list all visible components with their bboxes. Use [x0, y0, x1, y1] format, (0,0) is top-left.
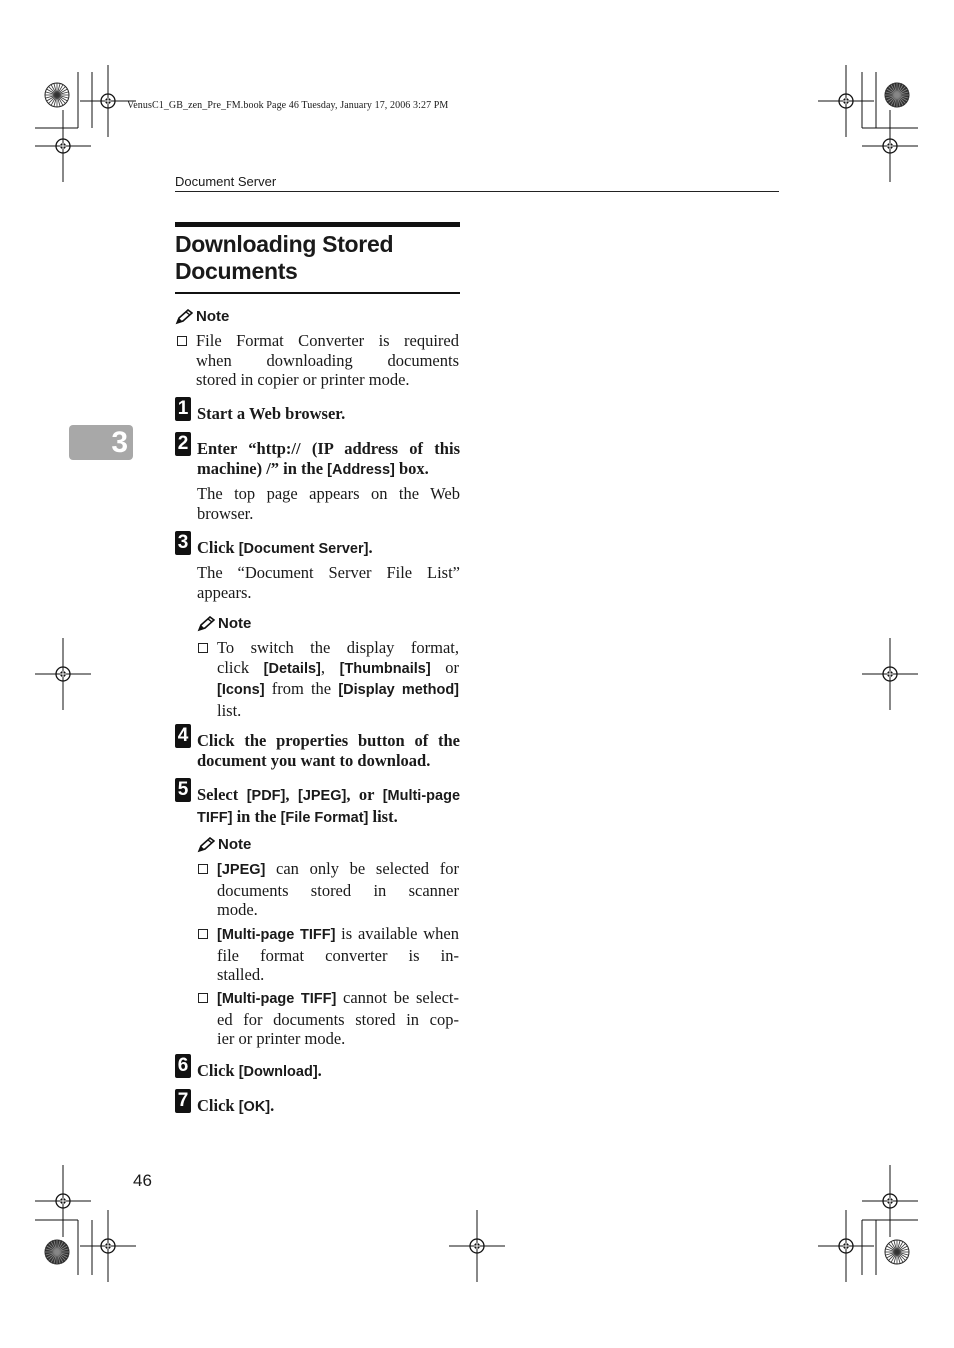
text-span: box.: [394, 458, 429, 478]
registration-mark: [35, 110, 91, 182]
text-line: [217, 679, 459, 701]
ui-label: [Display method]: [338, 682, 460, 698]
ui-label: [Thumbnails]: [339, 660, 431, 677]
registration-mark: [862, 110, 918, 182]
text-span: can only be selected for: [265, 859, 459, 878]
step-number-badge: 2: [175, 432, 191, 456]
step-number-badge: 4: [175, 724, 191, 748]
ui-label: [Icons]: [217, 682, 265, 698]
text-span: ,: [320, 657, 340, 677]
text-span: .: [368, 538, 373, 557]
registration-mark: [35, 1165, 91, 1237]
note-item: [198, 638, 460, 720]
registration-mark: [818, 65, 874, 137]
ui-label: TIFF]: [197, 809, 233, 826]
ui-label: [Multi-page TIFF]: [217, 927, 336, 943]
step-number-badge: 3: [175, 531, 191, 555]
step-6-text: [197, 1061, 460, 1083]
text-line: appears.: [197, 582, 252, 602]
checkbox-bullet-icon: [198, 993, 208, 1003]
step-number-badge: 7: [175, 1089, 191, 1113]
note-item: [198, 859, 460, 920]
registration-mark: [449, 1210, 505, 1282]
text-line: ier or printer mode.: [217, 1029, 346, 1048]
text-line: [217, 658, 459, 680]
text-span: ,: [285, 785, 298, 804]
step-5-text: [197, 785, 460, 828]
ui-label: [File Format]: [280, 809, 369, 826]
step-4-text: [197, 731, 460, 770]
text-line: [197, 459, 460, 481]
text-line: file format converter is in-: [217, 945, 459, 965]
text-span: .: [270, 1096, 275, 1115]
title-bar: [175, 222, 460, 227]
step-3-text: [197, 538, 460, 560]
ui-label: [JPEG]: [217, 862, 266, 878]
registration-mark: [35, 638, 91, 710]
text-span: from the: [264, 679, 339, 698]
text-span: .: [317, 1061, 322, 1080]
print-info-line: VenusC1_GB_zen_Pre_FM.book Page 46 Tuesday, January 17, 2006 3:27 PM: [127, 100, 449, 111]
text-line: [197, 785, 460, 807]
step-number-badge: 5: [175, 778, 191, 802]
text-line: document you want to download.: [197, 750, 431, 770]
text-line: To switch the display format,: [217, 638, 459, 657]
note-heading: [197, 615, 251, 632]
note-label: Note: [196, 308, 230, 325]
note-item: [198, 988, 460, 1049]
step-number-badge: 6: [175, 1054, 191, 1078]
text-span: Click: [197, 538, 239, 557]
note-label: Note: [218, 836, 252, 853]
text-line: mode.: [217, 900, 258, 919]
ui-label: [JPEG]: [297, 788, 347, 804]
checkbox-bullet-icon: [198, 929, 208, 939]
step-2-text: [197, 439, 460, 480]
ui-label: [Details]: [263, 660, 321, 677]
running-head: Document Server: [175, 174, 277, 189]
text-line: documents stored in scanner: [217, 880, 459, 900]
checkbox-bullet-icon: [177, 336, 187, 346]
text-line: [217, 924, 459, 946]
text-line: [197, 807, 460, 829]
text-span: , or: [346, 785, 383, 804]
text-line: list.: [217, 700, 242, 720]
registration-mark: [80, 1210, 136, 1282]
text-line: The “Document Server File List”: [197, 563, 460, 582]
text-line: [217, 988, 459, 1010]
title-line: Documents: [175, 258, 298, 284]
ui-label: [Multi-page: [382, 788, 461, 804]
checkbox-bullet-icon: [198, 864, 208, 874]
page-number: 46: [133, 1171, 152, 1190]
text-span: Select: [197, 785, 247, 804]
note-label: Note: [218, 615, 252, 632]
note-item: [177, 331, 460, 390]
step-3-result: [197, 563, 460, 602]
ui-label: [OK]: [238, 1099, 271, 1115]
title-line: Downloading Stored: [175, 231, 394, 257]
text-span: machine) /” in the: [197, 458, 328, 478]
color-target: [45, 83, 69, 107]
text-span: list.: [368, 806, 398, 826]
registration-mark: [862, 1165, 918, 1237]
color-target: [885, 83, 909, 107]
registration-mark: [818, 1210, 874, 1282]
header-rule: [175, 191, 779, 192]
ui-label: [Document Server]: [238, 541, 369, 557]
step-7-text: [197, 1096, 460, 1118]
text-span: Click: [197, 1096, 239, 1115]
note-heading: [197, 836, 251, 853]
text-span: is available when: [335, 924, 459, 943]
text-line: browser.: [197, 503, 254, 523]
text-span: in the: [232, 806, 281, 826]
text-line: stalled.: [217, 965, 265, 984]
step-1-text: Start a Web browser.: [197, 404, 346, 423]
title-rule: [175, 292, 460, 294]
pencil-icon: [197, 837, 215, 853]
step-2-result: [197, 484, 460, 523]
text-line: when downloading documents: [196, 350, 459, 370]
text-line: [217, 859, 459, 881]
color-target: [45, 1240, 69, 1264]
ui-label: [Download]: [238, 1064, 318, 1080]
note-item: [198, 924, 460, 985]
text-line: Click the properties button of the: [197, 731, 460, 750]
text-span: cannot be select-: [336, 988, 460, 1007]
ui-label: [Multi-page TIFF]: [217, 991, 337, 1007]
text-line: stored in copier or printer mode.: [196, 370, 410, 389]
text-span: Click: [197, 1061, 239, 1080]
text-line: ed for documents stored in cop-: [217, 1009, 459, 1029]
ui-label: [PDF]: [246, 788, 286, 804]
ui-label: [Address]: [327, 461, 395, 478]
chapter-number: 3: [111, 426, 128, 459]
text-span: or: [430, 657, 459, 677]
step-number-badge: 1: [175, 397, 191, 421]
color-target: [885, 1240, 909, 1264]
checkbox-bullet-icon: [198, 643, 208, 653]
text-span: click: [217, 657, 264, 677]
pencil-icon: [197, 616, 215, 632]
page-title: [175, 231, 460, 285]
text-line: File Format Converter is required: [196, 331, 459, 350]
note-heading: [175, 308, 229, 325]
text-line: The top page appears on the Web: [197, 484, 460, 503]
pencil-icon: [175, 309, 193, 325]
chapter-tab: [69, 425, 133, 460]
text-line: Enter “http:// (IP address of this: [197, 439, 460, 458]
registration-mark: [862, 638, 918, 710]
